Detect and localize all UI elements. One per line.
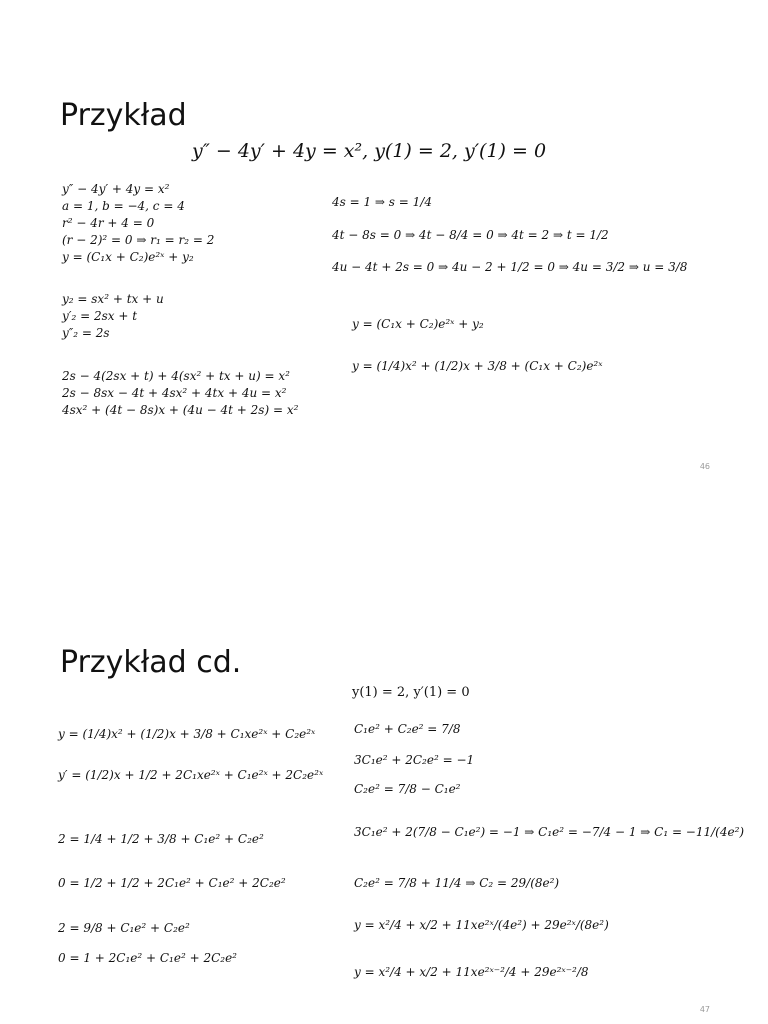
- particular-line: y₂ = sx² + tx + u: [62, 292, 164, 306]
- left-equation-line: 2 = 9/8 + C₁e² + C₂e²: [58, 921, 190, 935]
- right-equation-line: C₂e² = 7/8 + 11/4 ⇒ C₂ = 29/(8e²): [354, 876, 560, 890]
- right-equation-line: y = x²/4 + x/2 + 11xe²ˣ/(4e²) + 29e²ˣ/(8e²): [354, 918, 609, 932]
- left-equation-line: y′ = (1/2)x + 1/2 + 2C₁xe²ˣ + C₁e²ˣ + 2C₂e²ˣ: [58, 768, 324, 782]
- page-number: 46: [699, 462, 710, 471]
- coefficient-line: 4u − 4t + 2s = 0 ⇒ 4u − 2 + 1/2 = 0 ⇒ 4u = 3/2 ⇒ u = 3/8: [332, 260, 688, 274]
- page-number: 47: [699, 1005, 710, 1014]
- right-equation-line: 3C₁e² + 2(7/8 − C₁e²) = −1 ⇒ C₁e² = −7/4 − 1 ⇒ C₁ = −11/(4e²): [354, 825, 745, 839]
- slide-title: Przykład cd.: [60, 645, 242, 680]
- left-equation-line: 2 = 1/4 + 1/2 + 3/8 + C₁e² + C₂e²: [58, 832, 264, 846]
- coefficient-line: 4t − 8s = 0 ⇒ 4t − 8/4 = 0 ⇒ 4t = 2 ⇒ t = 1/2: [332, 228, 609, 242]
- characteristic-line: r² − 4r + 4 = 0: [62, 216, 155, 230]
- slide-47: [0, 512, 768, 1024]
- slide-title: Przykład: [60, 98, 187, 133]
- left-equation-line: 0 = 1 + 2C₁e² + C₁e² + 2C₂e²: [58, 951, 237, 965]
- right-equation-line: C₁e² + C₂e² = 7/8: [354, 722, 461, 736]
- right-equation-line: y = x²/4 + x/2 + 11xe²ˣ⁻²/4 + 29e²ˣ⁻²/8: [354, 965, 589, 979]
- initial-conditions: y(1) = 2, y′(1) = 0: [352, 685, 470, 700]
- right-equation-line: C₂e² = 7/8 − C₁e²: [354, 782, 461, 796]
- left-equation-line: y = (1/4)x² + (1/2)x + 3/8 + C₁xe²ˣ + C₂e²ˣ: [58, 727, 316, 741]
- substitution-line: 4sx² + (4t − 8s)x + (4u − 4t + 2s) = x²: [62, 403, 299, 417]
- particular-line: y′₂ = 2sx + t: [62, 309, 138, 323]
- solution-line: y = (1/4)x² + (1/2)x + 3/8 + (C₁x + C₂)e²ˣ: [352, 359, 603, 373]
- characteristic-line: y = (C₁x + C₂)e²ˣ + y₂: [62, 250, 194, 264]
- characteristic-line: (r − 2)² = 0 ⇒ r₁ = r₂ = 2: [62, 233, 215, 247]
- right-equation-line: 3C₁e² + 2C₂e² = −1: [354, 753, 475, 767]
- main-equation: y″ − 4y′ + 4y = x², y(1) = 2, y′(1) = 0: [192, 140, 547, 162]
- particular-line: y″₂ = 2s: [62, 326, 110, 340]
- solution-line: y = (C₁x + C₂)e²ˣ + y₂: [352, 317, 484, 331]
- characteristic-line: a = 1, b = −4, c = 4: [62, 199, 185, 213]
- left-equation-line: 0 = 1/2 + 1/2 + 2C₁e² + C₁e² + 2C₂e²: [58, 876, 286, 890]
- coefficient-line: 4s = 1 ⇒ s = 1/4: [332, 195, 432, 209]
- substitution-line: 2s − 4(2sx + t) + 4(sx² + tx + u) = x²: [62, 369, 290, 383]
- characteristic-line: y″ − 4y′ + 4y = x²: [62, 182, 170, 196]
- substitution-line: 2s − 8sx − 4t + 4sx² + 4tx + 4u = x²: [62, 386, 287, 400]
